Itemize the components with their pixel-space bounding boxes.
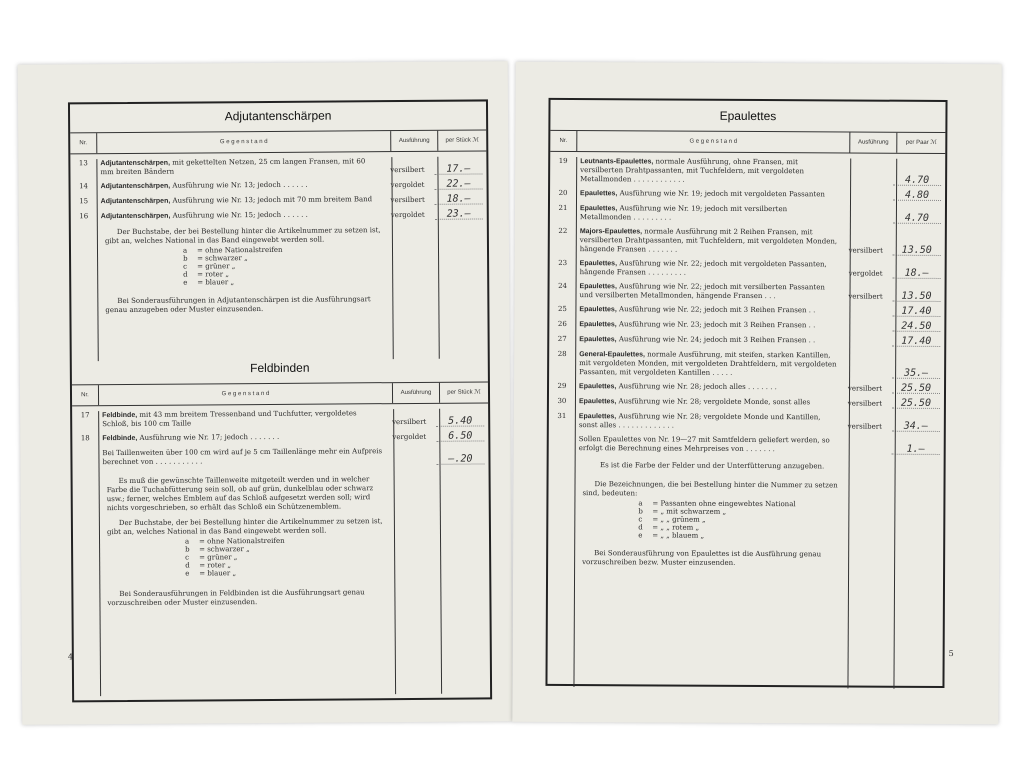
row-finish: versilbert: [848, 292, 883, 301]
code-item: e = blauer „: [183, 278, 235, 287]
row-price: 25.50: [892, 384, 940, 394]
row-desc: Epaulettes, Ausführung wie Nr. 24; jedoch mit 3 Reihen Fransen . .: [579, 335, 816, 345]
code-item: d = roter „: [185, 561, 232, 570]
table-row: [549, 435, 944, 455]
row-nr: 29: [557, 381, 567, 391]
row-finish: versilbert: [392, 417, 427, 427]
row-nr: 27: [557, 334, 567, 344]
row-price: –.20: [436, 454, 484, 464]
row-price: 13.50: [893, 246, 941, 256]
row-price: 6.50: [436, 431, 484, 441]
table-row: [549, 350, 944, 379]
col-finish: Ausführung: [391, 131, 438, 151]
table-row: [70, 156, 486, 177]
row-desc: Epaulettes, Ausführung wie Nr. 19; jedoch mit versilberten Metallmonden . . . . . . . . .: [579, 204, 788, 222]
table-row: [549, 282, 944, 302]
row-desc: Epaulettes, Ausführung wie Nr. 28; jedoch alles . . . . . . .: [579, 382, 777, 392]
row-price: 4.80: [893, 191, 941, 201]
row-desc: General-Epaulettes, normale Ausführung, mit steifen, starken Kantillen, mit vergoldeten Monden, mit vergoldeten Drahtfeldern, mit vergoldeten Passanten, mit vergoldeten Kantillen . . . . .: [579, 350, 837, 377]
row-price: 17.40: [892, 337, 940, 347]
row-price: 4.70: [893, 214, 941, 224]
row-desc: Epaulettes, Ausführung wie Nr. 23; jedoch mit 3 Reihen Fransen . .: [579, 320, 816, 330]
table-row: [549, 305, 944, 317]
table-row: [72, 446, 488, 467]
code-list: [548, 499, 943, 541]
code-item: d = „ „ rotem „: [638, 523, 700, 532]
note-color: Es ist die Farbe der Felder und der Unterfütterung anzugeben.: [599, 461, 825, 471]
table-row: [549, 397, 944, 409]
table-row: [72, 408, 488, 429]
note-codes: Die Bezeichnungen, die bei Bestellung hinter die Nummer zu setzen sind, bedeuten:: [582, 480, 838, 498]
row-finish: vergoldet: [392, 432, 427, 442]
table-body: [72, 408, 490, 696]
row-nr: 21: [558, 203, 568, 213]
code-item: d = roter „: [183, 270, 230, 279]
note-taille: Es muß die gewünschte Taillenweite mitgeteilt werden und in welcher Farbe die Tuchabfütterung sein soll, ob auf grün, dunkelblau oder schwarz usw.; ferner, welches Emblem auf das Schloß aufgesetzt werden soll; wird nichts vorgeschrieben, so erhält das Schloß ein Schützenemblem.: [106, 475, 374, 513]
row-nr: 24: [558, 281, 568, 291]
row-price: 24.50: [892, 322, 940, 332]
table-row: [71, 179, 487, 192]
row-desc: Majors-Epaulettes, normale Ausführung mit 2 Reihen Fransen, mit versilberten Drahtpassanten, mit Tuchfeldern, mit vergoldeten Monden, hängende Fransen . . . . . . .: [579, 227, 838, 254]
row-nr: 31: [557, 411, 567, 421]
note-national: Der Buchstabe, der bei Bestellung hinter die Artikelnummer zu setzen ist, gibt an, welches National in das Band eingewebt werden soll.: [106, 517, 383, 537]
row-finish: vergoldet: [848, 269, 883, 278]
row-nr: 23: [558, 258, 568, 268]
row-desc: Epaulettes, Ausführung wie Nr. 22; jedoch mit 3 Reihen Fransen . .: [579, 305, 816, 315]
row-price: 4.70: [893, 176, 941, 186]
row-desc: Sollen Epaulettes von Nr. 19—27 mit Samtfeldern geliefert werden, so erfolgt die Berechnung eines Mehrpreises von . . . . . . .: [578, 435, 830, 454]
row-desc: Epaulettes, Ausführung wie Nr. 28; vergoldete Monde und Kantillen, sonst alles . . . . . . . . . . . . .: [578, 412, 821, 430]
code-item: c = „ „ grünem „: [638, 515, 706, 524]
table-row: [550, 189, 945, 201]
table-body: [70, 156, 487, 361]
col-nr: Nr.: [72, 385, 99, 405]
row-nr: 19: [558, 156, 568, 166]
row-price: 18.–: [893, 269, 941, 279]
code-item: b = schwarzer „: [185, 545, 250, 554]
row-desc: Feldbinde, mit 43 mm breitem Tressenband und Tuchfutter, vergoldetes Schloß, bis 100 cm Taille: [102, 409, 357, 429]
table-row: [550, 227, 945, 256]
row-nr: 17: [80, 411, 90, 420]
table-header: [550, 130, 945, 154]
row-nr: 25: [557, 304, 567, 314]
row-nr: 30: [557, 396, 567, 406]
row-finish: versilbert: [847, 399, 883, 408]
col-nr: Nr.: [550, 131, 577, 151]
section-feldbinden: [72, 359, 490, 696]
left-page: [18, 61, 513, 724]
row-finish: versilbert: [848, 246, 883, 255]
row-finish: versilbert: [390, 165, 425, 175]
table-header: [70, 129, 486, 154]
row-price: 34.–: [892, 422, 940, 432]
note-special: Bei Sonderausführung von Epaulettes ist die Ausführung genau vorzuschreiben bezw. Muster einzusenden.: [582, 549, 822, 567]
note-special: Bei Sonderausführungen in Feldbinden ist die Ausführungsart genau vorzuschreiben oder Muster einzusenden.: [107, 588, 365, 608]
row-nr: 26: [557, 319, 567, 329]
row-nr: 13: [78, 159, 88, 168]
table-row: [550, 259, 945, 279]
col-finish: Ausführung: [850, 132, 897, 152]
row-price: 13.50: [892, 292, 940, 302]
row-price: 1.–: [892, 445, 940, 455]
row-finish: versilbert: [390, 195, 425, 205]
table-row: [549, 412, 944, 432]
code-item: a = Passanten ohne eingewebtes National: [638, 499, 796, 509]
col-item: G e g e n s t a n d: [99, 383, 393, 405]
row-finish: versilbert: [847, 384, 883, 393]
col-nr: Nr.: [70, 133, 97, 153]
code-item: b = „ mit schwarzem „: [638, 507, 727, 516]
col-finish: Ausführung: [393, 383, 440, 403]
code-item: c = grüner „: [185, 553, 238, 562]
col-price: per Paar ℳ: [905, 139, 937, 146]
page-number: 4: [67, 652, 73, 662]
section-title: Feldbinden: [250, 360, 310, 376]
code-item: c = grüner „: [183, 262, 236, 271]
section-epaulettes: [547, 108, 945, 689]
row-desc: Epaulettes, Ausführung wie Nr. 22; jedoch mit versilberten Passanten und versilberten Metallmonden, hängende Fransen . . .: [579, 282, 825, 301]
code-list: [73, 535, 489, 578]
code-item: e = blauer „: [185, 569, 237, 578]
row-desc: Leutnants-Epaulettes, normale Ausführung, ohne Fransen, mit versilberten Drahtpassanten, mit Tuchfeldern, mit vergoldeten Metallmonden . . . . . . . . . . . .: [580, 157, 805, 184]
section-title: Adjutantenschärpen: [224, 108, 332, 124]
row-price: 35.–: [892, 369, 940, 379]
row-finish: vergoldet: [390, 180, 425, 190]
row-nr: 15: [79, 197, 89, 206]
row-price: 18.–: [435, 194, 483, 204]
code-item: a = ohne Nationalstreifen: [185, 536, 285, 546]
row-price: 17.40: [892, 307, 940, 317]
row-nr: 28: [557, 349, 567, 359]
left-frame: [68, 99, 492, 702]
section-adjutantenschaerpen: [70, 107, 488, 361]
table-row: [550, 204, 945, 224]
row-nr: 20: [558, 188, 568, 198]
code-item: e = „ „ blauem „: [638, 531, 705, 540]
table-header: [72, 381, 488, 406]
page-number: 5: [948, 649, 954, 659]
col-price: per Stück ℳ: [445, 137, 479, 144]
table-row: [71, 194, 487, 207]
right-page: [512, 62, 1001, 725]
table-row: [549, 382, 944, 394]
row-price: 17.–: [434, 164, 482, 174]
col-price: per Stück ℳ: [447, 389, 481, 396]
section-title: Epaulettes: [719, 108, 777, 124]
row-nr: 16: [79, 212, 89, 221]
row-finish: versilbert: [847, 422, 882, 431]
table-row: [550, 157, 945, 186]
row-finish: vergoldet: [390, 210, 425, 220]
row-desc: Adjutantenschärpen, mit gekettelten Netzen, 25 cm langen Fransen, mit 60 mm breiten Bändern: [100, 157, 366, 177]
note-national: Der Buchstabe, der bei Bestellung hinter die Artikelnummer zu setzen ist, gibt an, welches National in das Band eingewebt werden soll.: [104, 226, 381, 246]
table-row: [549, 335, 944, 347]
row-price: 23.–: [435, 209, 483, 219]
row-desc: Feldbinde, Ausführung wie Nr. 17; jedoch . . . . . . .: [102, 432, 280, 443]
table-row: [549, 320, 944, 332]
row-desc: Adjutantenschärpen, Ausführung wie Nr. 13; jedoch mit 70 mm breitem Band: [100, 195, 373, 206]
row-desc: Adjutantenschärpen, Ausführung wie Nr. 13; jedoch . . . . . .: [100, 180, 308, 191]
row-desc: Adjutantenschärpen, Ausführung wie Nr. 15; jedoch . . . . . .: [100, 210, 308, 221]
table-row: [71, 209, 487, 222]
row-price: 5.40: [436, 416, 484, 426]
note-special: Bei Sonderausführungen in Adjutantenschärpen ist die Ausführungsart genau anzugeben oder Muster einzusenden.: [105, 295, 371, 315]
table-body: [547, 157, 945, 689]
row-desc: Epaulettes, Ausführung wie Nr. 28; vergoldete Monde, sonst alles: [578, 397, 811, 407]
row-nr: 18: [80, 434, 90, 443]
code-list: [71, 244, 487, 287]
code-item: b = schwarzer „: [183, 254, 248, 263]
table-row: [72, 431, 488, 444]
row-price: 22.–: [435, 179, 483, 189]
col-item: G e g e n s t a n d: [577, 131, 850, 152]
row-nr: 14: [79, 182, 89, 191]
right-frame: [545, 98, 947, 688]
row-desc: Epaulettes, Ausführung wie Nr. 22; jedoch mit vergoldeten Passanten, hängende Fransen . . . . . . . . .: [579, 259, 827, 277]
col-item: G e g e n s t a n d: [97, 131, 391, 153]
code-item: a = ohne Nationalstreifen: [182, 245, 283, 255]
row-desc: Epaulettes, Ausführung wie Nr. 19; jedoch mit vergoldeten Passanten: [580, 189, 825, 199]
row-nr: 22: [558, 226, 568, 236]
row-desc: Bei Taillenweiten über 100 cm wird auf je 5 cm Taillenlänge mehr ein Aufpreis berechnet von . . . . . . . . . . .: [102, 447, 383, 467]
row-price: 25.50: [892, 399, 940, 409]
